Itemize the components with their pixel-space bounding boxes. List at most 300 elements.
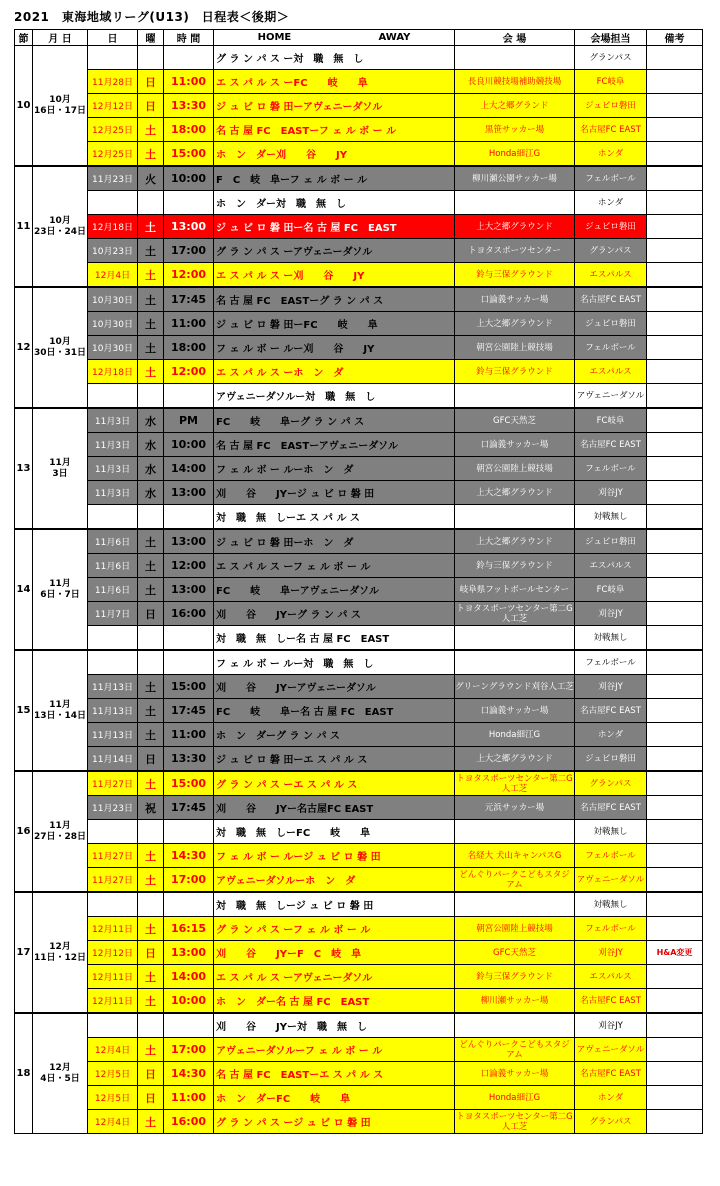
match-venue: どんぐりパークこどもスタジアム	[455, 868, 575, 893]
match-venue: 上大之郷グランド	[455, 94, 575, 118]
match-note	[647, 46, 703, 70]
table-row	[15, 287, 703, 312]
venue-manager: 刈谷JY	[575, 602, 647, 626]
match-time: 11:00	[164, 1086, 214, 1110]
match-date: 11月23日	[88, 166, 138, 191]
match-time	[164, 892, 214, 917]
match-teams: 刈 谷 JYージ ュ ビ ロ 磐 田	[214, 481, 455, 505]
match-weekday: 土	[138, 239, 164, 263]
match-weekday: 土	[138, 287, 164, 312]
table-row	[15, 602, 703, 626]
match-time	[164, 46, 214, 70]
match-note	[647, 626, 703, 651]
match-venue: 朝宮公園陸上競技場	[455, 457, 575, 481]
venue-manager: エスパルス	[575, 263, 647, 288]
venue-manager: フェルボール	[575, 457, 647, 481]
match-note	[647, 747, 703, 772]
table-row	[15, 118, 703, 142]
venue-manager: エスパルス	[575, 965, 647, 989]
match-date	[88, 820, 138, 844]
match-teams: 名 古 屋 FC EASTーアヴェニーダソル	[214, 433, 455, 457]
match-date: 12月18日	[88, 360, 138, 384]
table-row	[15, 1086, 703, 1110]
venue-manager: 対戦無し	[575, 505, 647, 530]
match-venue	[455, 505, 575, 530]
match-date: 11月3日	[88, 481, 138, 505]
match-venue: 上大之郷グラウンド	[455, 747, 575, 772]
match-date: 11月28日	[88, 70, 138, 94]
table-row	[15, 1062, 703, 1086]
table-row	[15, 481, 703, 505]
match-venue: 鈴与三保グラウンド	[455, 263, 575, 288]
match-weekday: 土	[138, 118, 164, 142]
table-row	[15, 46, 703, 70]
match-venue: 岐阜県フットボールセンター	[455, 578, 575, 602]
match-note	[647, 771, 703, 796]
match-venue: Honda細江G	[455, 1086, 575, 1110]
match-venue: 長良川競技場補助競技場	[455, 70, 575, 94]
match-weekday: 水	[138, 481, 164, 505]
match-weekday	[138, 650, 164, 675]
match-teams: 刈 谷 JYー対 職 無 し	[214, 1013, 455, 1038]
match-teams: F C 岐 阜ーフ ェ ル ボ ー ル	[214, 166, 455, 191]
header-manager: 会場担当	[575, 30, 647, 46]
venue-manager: 対戦無し	[575, 626, 647, 651]
match-teams: ホ ン ダーFC 岐 阜	[214, 1086, 455, 1110]
match-venue: 鈴与三保グラウンド	[455, 554, 575, 578]
match-weekday: 土	[138, 529, 164, 554]
match-teams: ジ ュ ビ ロ 磐 田ーFC 岐 阜	[214, 312, 455, 336]
venue-manager: 名古屋FC EAST	[575, 287, 647, 312]
match-date: 11月23日	[88, 796, 138, 820]
table-row	[15, 505, 703, 530]
match-note	[647, 1013, 703, 1038]
match-note	[647, 529, 703, 554]
match-venue	[455, 384, 575, 409]
match-date	[88, 650, 138, 675]
venue-manager: ホンダ	[575, 142, 647, 167]
match-venue: トヨタスポーツセンター	[455, 239, 575, 263]
match-date: 11月13日	[88, 675, 138, 699]
match-teams: フ ェ ル ボ ー ルーホ ン ダ	[214, 457, 455, 481]
match-venue: 柳川瀬公園サッカー場	[455, 166, 575, 191]
venue-manager: グランパス	[575, 239, 647, 263]
match-date: 12月4日	[88, 1110, 138, 1134]
venue-manager: ホンダ	[575, 1086, 647, 1110]
match-venue: 上大之郷グラウンド	[455, 215, 575, 239]
match-date: 11月27日	[88, 868, 138, 893]
match-teams: 名 古 屋 FC EASTーエ ス パ ル ス	[214, 1062, 455, 1086]
match-time: 16:00	[164, 1110, 214, 1134]
match-date: 12月18日	[88, 215, 138, 239]
match-note	[647, 989, 703, 1014]
match-venue: 口論義サッカー場	[455, 699, 575, 723]
match-date: 10月23日	[88, 239, 138, 263]
match-note: H&A変更	[647, 941, 703, 965]
header-match	[214, 30, 455, 46]
header-home: HOME	[257, 32, 292, 43]
match-note	[647, 118, 703, 142]
header-time: 時 間	[164, 30, 214, 46]
match-weekday: 土	[138, 554, 164, 578]
match-teams: 対 職 無 しーFC 岐 阜	[214, 820, 455, 844]
match-teams: 対 職 無 しーエ ス パ ル ス	[214, 505, 455, 530]
round-dates: 11月 3日	[33, 408, 88, 529]
match-weekday: 土	[138, 771, 164, 796]
header-day: 日	[88, 30, 138, 46]
match-time: 15:00	[164, 771, 214, 796]
match-date: 11月6日	[88, 554, 138, 578]
match-venue: GFC天然芝	[455, 408, 575, 433]
match-time: 17:00	[164, 1038, 214, 1062]
venue-manager: ジュビロ磐田	[575, 215, 647, 239]
venue-manager: ジュビロ磐田	[575, 312, 647, 336]
table-row	[15, 699, 703, 723]
match-weekday: 祝	[138, 796, 164, 820]
match-note	[647, 215, 703, 239]
match-teams: FC 岐 阜ーアヴェニーダソル	[214, 578, 455, 602]
table-row	[15, 142, 703, 167]
match-note	[647, 312, 703, 336]
match-note	[647, 844, 703, 868]
match-date: 11月7日	[88, 602, 138, 626]
match-time: 12:00	[164, 360, 214, 384]
match-date	[88, 892, 138, 917]
venue-manager: アヴェニーダソル	[575, 384, 647, 409]
round-number: 11	[15, 166, 33, 287]
match-note	[647, 1062, 703, 1086]
match-date: 11月13日	[88, 699, 138, 723]
venue-manager: FC岐阜	[575, 408, 647, 433]
match-weekday: 日	[138, 1086, 164, 1110]
match-time: 10:00	[164, 989, 214, 1014]
match-teams: エ ス パ ル ス ーFC 岐 阜	[214, 70, 455, 94]
match-weekday	[138, 820, 164, 844]
table-row	[15, 215, 703, 239]
table-row	[15, 336, 703, 360]
table-row	[15, 70, 703, 94]
table-row	[15, 433, 703, 457]
match-time: 14:30	[164, 844, 214, 868]
match-note	[647, 820, 703, 844]
match-teams: エ ス パ ル ス ーフ ェ ル ボ ー ル	[214, 554, 455, 578]
venue-manager: エスパルス	[575, 554, 647, 578]
match-venue: 鈴与三保グラウンド	[455, 360, 575, 384]
table-row	[15, 723, 703, 747]
round-dates: 11月 27日・28日	[33, 771, 88, 892]
match-weekday	[138, 1013, 164, 1038]
table-row	[15, 1013, 703, 1038]
match-weekday: 土	[138, 360, 164, 384]
match-venue: 元浜サッカー場	[455, 796, 575, 820]
venue-manager: フェルボール	[575, 917, 647, 941]
match-date	[88, 46, 138, 70]
venue-manager: アヴェニーダソル	[575, 868, 647, 893]
header-venue: 会 場	[455, 30, 575, 46]
round-number: 14	[15, 529, 33, 650]
match-venue: 上大之郷グラウンド	[455, 481, 575, 505]
header-away: AWAY	[378, 32, 411, 43]
venue-manager: 刈谷JY	[575, 481, 647, 505]
match-time: 13:00	[164, 481, 214, 505]
round-dates: 11月 6日・7日	[33, 529, 88, 650]
table-row	[15, 408, 703, 433]
round-number: 18	[15, 1013, 33, 1134]
table-row	[15, 529, 703, 554]
match-teams: グ ラ ン パ ス ーエ ス パ ル ス	[214, 771, 455, 796]
match-time: 15:00	[164, 675, 214, 699]
match-note	[647, 1110, 703, 1134]
match-note	[647, 408, 703, 433]
match-time: 14:00	[164, 965, 214, 989]
match-venue: 口論義サッカー場	[455, 287, 575, 312]
venue-manager: グランパス	[575, 46, 647, 70]
venue-manager: グランパス	[575, 1110, 647, 1134]
match-date: 12月25日	[88, 142, 138, 167]
venue-manager: ジュビロ磐田	[575, 529, 647, 554]
match-note	[647, 699, 703, 723]
match-teams: フ ェ ル ボ ー ルージ ュ ビ ロ 磐 田	[214, 844, 455, 868]
match-weekday: 土	[138, 699, 164, 723]
match-note	[647, 554, 703, 578]
header-round: 節	[15, 30, 33, 46]
table-row	[15, 191, 703, 215]
match-date: 12月11日	[88, 917, 138, 941]
table-row	[15, 965, 703, 989]
round-number: 10	[15, 46, 33, 167]
match-date: 11月3日	[88, 433, 138, 457]
round-number: 13	[15, 408, 33, 529]
match-teams: アヴェニーダソルーフ ェ ル ボ ー ル	[214, 1038, 455, 1062]
match-teams: FC 岐 阜ー名 古 屋 FC EAST	[214, 699, 455, 723]
match-time: 12:00	[164, 263, 214, 288]
match-note	[647, 1086, 703, 1110]
match-weekday: 土	[138, 263, 164, 288]
venue-manager: 対戦無し	[575, 820, 647, 844]
match-weekday: 日	[138, 94, 164, 118]
match-teams: 名 古 屋 FC EASTーフ ェ ル ボ ー ル	[214, 118, 455, 142]
match-time: 14:30	[164, 1062, 214, 1086]
match-teams: 名 古 屋 FC EASTーグ ラ ン パ ス	[214, 287, 455, 312]
match-date: 12月12日	[88, 94, 138, 118]
match-teams: 刈 谷 JYーグ ラ ン パ ス	[214, 602, 455, 626]
match-weekday	[138, 892, 164, 917]
round-dates: 10月 30日・31日	[33, 287, 88, 408]
table-row	[15, 650, 703, 675]
match-note	[647, 166, 703, 191]
table-row	[15, 94, 703, 118]
table-row	[15, 360, 703, 384]
match-time: PM	[164, 408, 214, 433]
match-note	[647, 481, 703, 505]
venue-manager: フェルボール	[575, 650, 647, 675]
match-note	[647, 723, 703, 747]
match-venue: 名経大 犬山キャンパスG	[455, 844, 575, 868]
match-teams: フ ェ ル ボ ー ルー刈 谷 JY	[214, 336, 455, 360]
match-venue: 黒笹サッカー場	[455, 118, 575, 142]
table-row	[15, 457, 703, 481]
match-note	[647, 650, 703, 675]
table-row	[15, 263, 703, 288]
venue-manager: フェルボール	[575, 336, 647, 360]
table-row	[15, 844, 703, 868]
match-weekday: 土	[138, 917, 164, 941]
match-note	[647, 505, 703, 530]
match-time: 18:00	[164, 336, 214, 360]
match-note	[647, 263, 703, 288]
match-venue: 上大之郷グラウンド	[455, 529, 575, 554]
table-row	[15, 892, 703, 917]
venue-manager: 名古屋FC EAST	[575, 118, 647, 142]
match-teams: 対 職 無 しージ ュ ビ ロ 磐 田	[214, 892, 455, 917]
match-date: 11月3日	[88, 457, 138, 481]
match-venue: 口論義サッカー場	[455, 433, 575, 457]
match-venue: トヨタスポーツセンター第二G人工芝	[456, 603, 573, 624]
match-teams: アヴェニーダソルーホ ン ダ	[214, 868, 455, 893]
venue-manager: 名古屋FC EAST	[575, 1062, 647, 1086]
table-row	[15, 239, 703, 263]
header-row	[15, 30, 703, 46]
match-time: 18:00	[164, 118, 214, 142]
match-time: 13:00	[164, 529, 214, 554]
match-weekday: 土	[138, 312, 164, 336]
match-time: 10:00	[164, 166, 214, 191]
match-date: 12月25日	[88, 118, 138, 142]
match-time: 17:45	[164, 287, 214, 312]
venue-manager: ホンダ	[575, 191, 647, 215]
match-weekday	[138, 505, 164, 530]
match-time	[164, 1013, 214, 1038]
match-weekday: 土	[138, 844, 164, 868]
match-teams: ジ ュ ビ ロ 磐 田ーホ ン ダ	[214, 529, 455, 554]
table-row	[15, 554, 703, 578]
match-date: 11月27日	[88, 844, 138, 868]
match-venue: Honda細江G	[455, 723, 575, 747]
match-time: 13:00	[164, 578, 214, 602]
match-date: 12月12日	[88, 941, 138, 965]
round-dates: 11月 13日・14日	[33, 650, 88, 771]
match-date: 11月27日	[88, 771, 138, 796]
match-teams: フ ェ ル ボ ー ルー対 職 無 し	[214, 650, 455, 675]
match-weekday	[138, 191, 164, 215]
match-note	[647, 868, 703, 893]
header-notes: 備考	[647, 30, 703, 46]
match-weekday: 土	[138, 868, 164, 893]
table-row	[15, 675, 703, 699]
table-row	[15, 796, 703, 820]
match-venue: 朝宮公園陸上競技場	[455, 917, 575, 941]
match-weekday: 土	[138, 578, 164, 602]
match-weekday: 水	[138, 408, 164, 433]
match-venue: 上大之郷グラウンド	[455, 312, 575, 336]
venue-manager: FC岐阜	[575, 70, 647, 94]
venue-manager: 対戦無し	[575, 892, 647, 917]
table-row	[15, 1038, 703, 1062]
match-time: 13:30	[164, 94, 214, 118]
match-teams: FC 岐 阜ーグ ラ ン パ ス	[214, 408, 455, 433]
table-row	[15, 384, 703, 409]
match-weekday: 日	[138, 747, 164, 772]
match-time: 17:45	[164, 699, 214, 723]
match-date	[88, 505, 138, 530]
match-teams: ホ ン ダー名 古 屋 FC EAST	[214, 989, 455, 1014]
match-teams: エ ス パ ル ス ーアヴェニーダソル	[214, 965, 455, 989]
match-date: 12月5日	[88, 1086, 138, 1110]
venue-manager: エスパルス	[575, 360, 647, 384]
match-note	[647, 917, 703, 941]
header-weekday: 曜	[138, 30, 164, 46]
match-note	[647, 360, 703, 384]
match-time: 17:45	[164, 796, 214, 820]
table-row	[15, 868, 703, 893]
match-note	[647, 965, 703, 989]
match-date: 10月30日	[88, 287, 138, 312]
match-time: 11:00	[164, 312, 214, 336]
match-teams: エ ス パ ル ス ー刈 谷 JY	[214, 263, 455, 288]
match-date	[88, 191, 138, 215]
match-venue	[455, 650, 575, 675]
round-number: 17	[15, 892, 33, 1013]
match-teams: 刈 谷 JYー名古屋FC EAST	[214, 796, 455, 820]
match-venue: どんぐりパークこどもスタジアム	[455, 1038, 575, 1062]
match-note	[647, 142, 703, 167]
match-time: 17:00	[164, 868, 214, 893]
match-venue: トヨタスポーツセンター第二G人工芝	[455, 771, 575, 796]
match-teams: 対 職 無 しー名 古 屋 FC EAST	[214, 626, 455, 651]
match-date: 10月30日	[88, 336, 138, 360]
match-note	[647, 602, 703, 626]
match-weekday: 日	[138, 941, 164, 965]
match-venue	[455, 820, 575, 844]
match-weekday: 土	[138, 989, 164, 1014]
match-time: 13:00	[164, 215, 214, 239]
table-row	[15, 771, 703, 796]
match-weekday: 日	[138, 602, 164, 626]
match-venue: グリーングラウンド刈谷人工芝	[455, 675, 575, 699]
match-date: 10月30日	[88, 312, 138, 336]
match-time	[164, 626, 214, 651]
match-date	[88, 1013, 138, 1038]
match-note	[647, 796, 703, 820]
match-note	[647, 457, 703, 481]
match-teams: ジ ュ ビ ロ 磐 田ー名 古 屋 FC EAST	[214, 215, 455, 239]
round-dates: 10月 16日・17日	[33, 46, 88, 167]
match-venue: Honda細江G	[455, 142, 575, 167]
match-weekday	[138, 46, 164, 70]
match-weekday: 水	[138, 457, 164, 481]
round-number: 12	[15, 287, 33, 408]
match-teams: ホ ン ダー対 職 無 し	[214, 191, 455, 215]
match-note	[647, 433, 703, 457]
match-time	[164, 384, 214, 409]
match-note	[647, 287, 703, 312]
match-weekday: 土	[138, 723, 164, 747]
round-number: 15	[15, 650, 33, 771]
match-teams: ホ ン ダー刈 谷 JY	[214, 142, 455, 167]
match-date: 11月6日	[88, 578, 138, 602]
match-teams: グ ラ ン パ ス ーアヴェニーダソル	[214, 239, 455, 263]
venue-manager: 名古屋FC EAST	[575, 699, 647, 723]
match-date: 11月13日	[88, 723, 138, 747]
match-weekday: 土	[138, 215, 164, 239]
match-date: 12月4日	[88, 1038, 138, 1062]
match-note	[647, 94, 703, 118]
match-teams: エ ス パ ル ス ーホ ン ダ	[214, 360, 455, 384]
match-venue	[455, 191, 575, 215]
match-weekday: 土	[138, 1110, 164, 1134]
match-time: 14:00	[164, 457, 214, 481]
round-number: 16	[15, 771, 33, 892]
